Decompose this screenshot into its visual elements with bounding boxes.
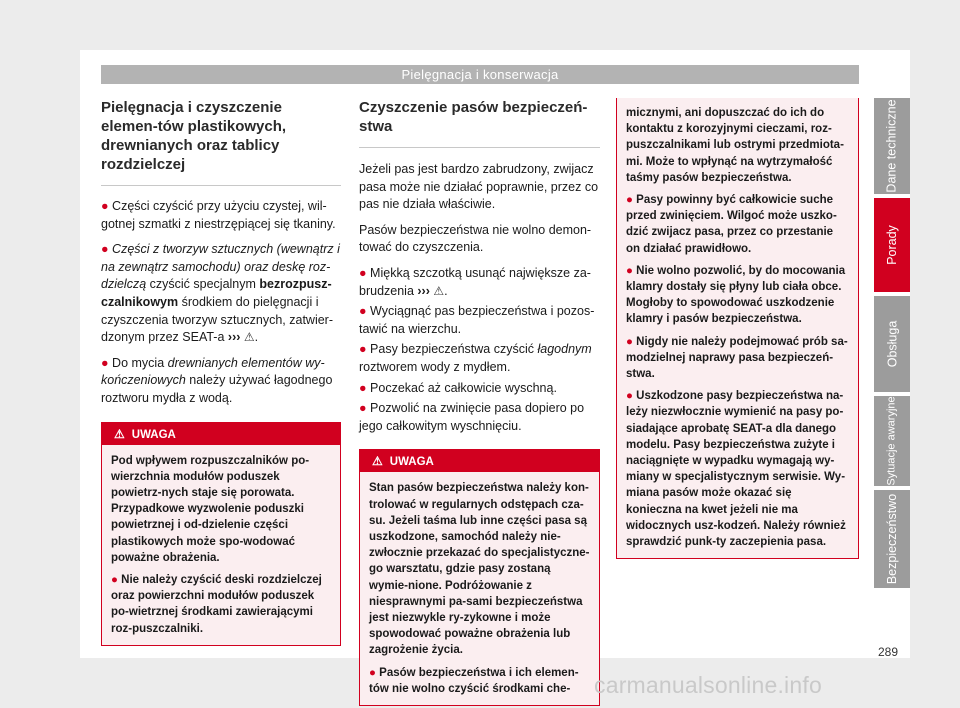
warning-header: ⚠ UWAGA (360, 450, 599, 472)
bullet-icon: ● (101, 242, 109, 257)
column-2 (359, 98, 600, 706)
tab-porady[interactable]: Porady (874, 198, 910, 292)
warning-box (101, 422, 341, 646)
page-header: Pielęgnacja i konserwacja (101, 65, 859, 84)
warning-triangle-icon: ⚠ (372, 454, 383, 469)
paragraph: ● Do mycia drewnianych elementów wy-kończeniowych należy używać łagodnego roztworu mydła z wodą. (101, 355, 333, 405)
list-item: ● Miękką szczotką usunąć największe za-brudzenia ››› ⚠. (359, 265, 591, 298)
warning-icon: ⚠ (433, 283, 445, 298)
bullet-icon: ● (359, 401, 367, 416)
bullet-icon: ● (369, 666, 376, 679)
warning-body: Stan pasów bezpieczeństwa należy kon-trolować w regularnych odstępach cza-su. Jeżeli taśma lub inne części pasa są uszkodzone, samochód należy nie-zwłocznie przekazać do specjalistyczne-go warsztatu, gdzie pasy zostaną wymie-nione. Podróżowanie z niesprawnymi pa-sami bezpieczeństwa jest niezwykle ry-zykowne i może spowodować poważne obrażenia lub zagrożenie życia. ● Pasów bezpieczeństwa i ich elemen-tów nie wolno czyścić środkami che- (369, 482, 590, 695)
tab-bezpieczenstwo[interactable]: Bezpieczeństwo (874, 490, 910, 588)
paragraph: ● Części czyścić przy użyciu czystej, wil-gotnej szmatki z niestrzępiącej się tkaniny. (101, 199, 336, 231)
paragraph: Jeżeli pas jest bardzo zabrudzony, zwijacz pasa może nie działać poprawnie, przez co pas nie działa właściwie. (359, 162, 599, 212)
warning-triangle-icon: ⚠ (114, 426, 125, 441)
column-1 (101, 98, 341, 646)
tab-obsluga[interactable]: Obsługa (874, 296, 910, 392)
bullet-icon: ● (359, 265, 367, 280)
list-item: ● Pasy bezpieczeństwa czyścić łagodnym roztworem wody z mydłem. (359, 342, 592, 374)
bullet-icon: ● (359, 342, 367, 357)
bullet-icon: ● (359, 380, 367, 395)
cross-reference-arrows[interactable]: ››› (417, 283, 430, 298)
bullet-icon: ● (111, 573, 118, 586)
bullet-icon: ● (626, 194, 633, 207)
list-item: ● Pozwolić na zwinięcie pasa dopiero po jego całkowitym wyschnięciu. (359, 401, 585, 433)
warning-body: Pod wpływem rozpuszczalników po-wierzchnia modułów poduszek powietrz-nych staje się porowata. Przypadkowe wyzwolenie poduszki powietrznej i od-dzielenie części plastikowych może spo-wodować poważne obrażenia. ● Nie należy czyścić deski rozdzielczej oraz powierzchni modułów poduszek po-wietrznej środkami zawierającymi roz-puszczalniki. (111, 454, 322, 635)
tab-dane-techniczne[interactable]: Dane techniczne (874, 98, 910, 194)
column-3 (616, 98, 859, 559)
warning-body: micznymi, ani dopuszczać do ich do kontaktu z korozyjnymi cieczami, roz-puszczalnikami lub ostrymi przedmiota-mi. Może to wpłynąć na wytrzymałość taśmy pasów bezpieczeństwa. ● Pasy powinny być całkowicie suche przed zwinięciem. Wilgoć może uszko-dzić zwijacz pasa, przez co przestanie on działać prawidłowo. ● Nie wolno pozwolić, by do mocowania klamry dostały się płyny lub ciała obce. Mogłoby to spowodować uszkodzenie klamry i pasów bezpieczeństwa. ● Nigdy nie należy podejmować prób sa-modzielnej naprawy pasa bezpieczeń-stwa. ● Uszkodzone pasy bezpieczeństwa na-leży niezwłocznie wymienić na pasy po-siadające aprobatę SEAT-a dla danego modelu. Pasy bezpieczeństwa zużyte i naciągnięte w wypadku wymagają wy-miany w specjalistycznym serwisie. Wy-miana pasów może okazać się konieczna na kwet jeżeli nie ma widocznych usz-kodzeń. Należy również sprawdzić punk-ty zaczepienia pasa. (626, 107, 848, 549)
warning-box-continued (616, 98, 859, 559)
page-number: 289 (878, 645, 899, 659)
cross-reference-arrows[interactable]: ››› (227, 330, 241, 345)
bullet-icon: ● (626, 335, 633, 348)
section-heading-seatbelt-cleaning: Czyszczenie pasów bezpieczeń-stwa (359, 98, 600, 148)
list-item: ● Wyciągnąć pas bezpieczeństwa i pozos-tawić na wierzchu. (359, 304, 595, 336)
warning-header: ⚠ UWAGA (102, 423, 340, 445)
section-heading-plastic-care: Pielęgnacja i czyszczenie elemen-tów plastikowych, drewnianych oraz tablicy rozdzielczej (101, 98, 341, 186)
bullet-icon: ● (101, 199, 109, 213)
tab-sytuacje-awaryjne[interactable]: Sytuacje awaryjne (874, 396, 910, 486)
paragraph: ● Części z tworzyw sztucznych (wewnątrz i na zewnątrz samochodu) oraz deskę roz-dzielczą czyścić specjalnym bezrozpusz-czalnikowym środkiem do pielęgnacji i czyszczenia tworzyw sztucznych, zatwier-dzonym przez SEAT-a ››› ⚠. (101, 242, 340, 345)
watermark: carmanualsonline.info (594, 672, 822, 698)
bullet-icon: ● (626, 264, 633, 277)
paragraph: Pasów bezpieczeństwa nie wolno demon-tować do czyszczenia. (359, 222, 592, 255)
bullet-icon: ● (359, 304, 367, 319)
warning-icon: ⚠ (243, 330, 255, 345)
warning-box (359, 449, 600, 706)
bullet-icon: ● (101, 355, 109, 370)
list-item: ● Poczekać aż całkowicie wyschną. (359, 380, 557, 395)
bullet-icon: ● (626, 390, 633, 403)
